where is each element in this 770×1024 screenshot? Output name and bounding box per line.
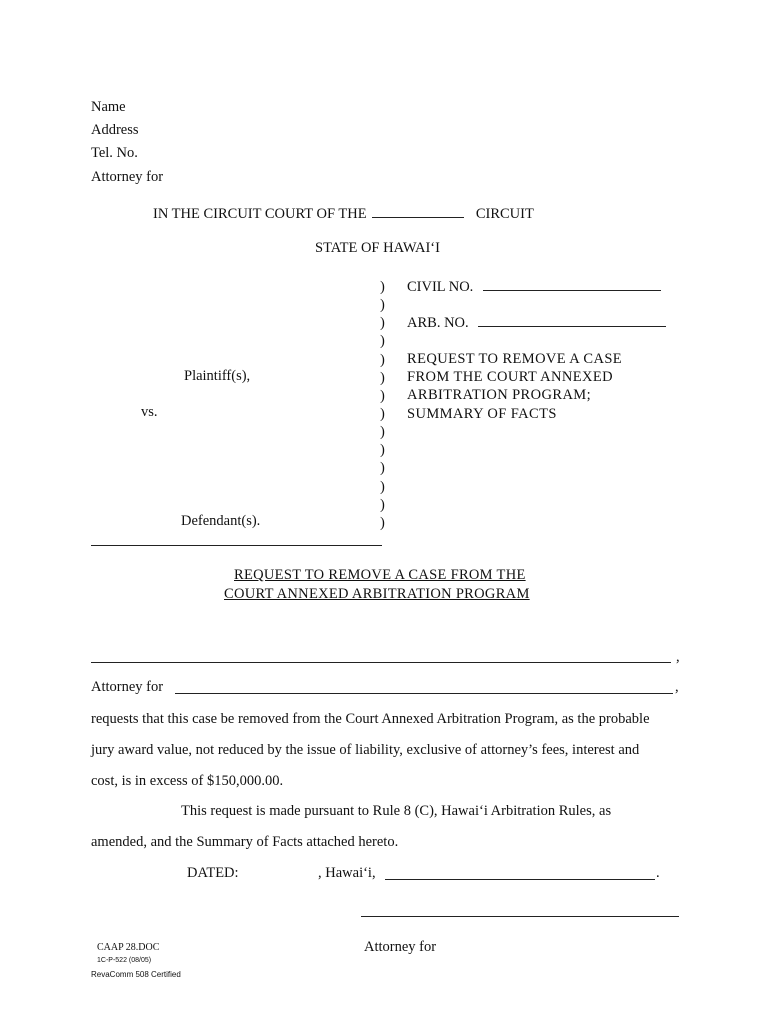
paragraph2-line1: This request is made pursuant to Rule 8 (C), Hawai‘i Arbitration Rules, as <box>181 803 612 819</box>
body-attorney-comma: , <box>675 679 679 695</box>
signature-line[interactable] <box>361 916 679 917</box>
caption-paren: ) <box>380 460 385 477</box>
circuit-prefix: IN THE CIRCUIT COURT OF THE <box>153 206 367 222</box>
caption-paren: ) <box>380 279 385 295</box>
caption-paren: ) <box>380 369 385 386</box>
party-name-field[interactable] <box>91 662 671 663</box>
body-attorney-for-field[interactable] <box>175 693 673 694</box>
caption-paren: ) <box>380 478 385 495</box>
circuit-blank[interactable] <box>372 205 464 218</box>
arb-no-field[interactable] <box>478 314 666 327</box>
caption-title-line: ARBITRATION PROGRAM; <box>407 387 592 404</box>
caption-paren: ) <box>380 297 385 314</box>
civil-no-field[interactable] <box>483 278 661 291</box>
paragraph1-line: requests that this case be removed from the Court Annexed Arbitration Program, as the probable <box>91 711 650 727</box>
caption-paren: ) <box>380 514 385 531</box>
caption-title <box>407 350 622 423</box>
body-attorney-for-label: Attorney for <box>91 679 164 695</box>
hawaii-label: , Hawai‘i, <box>318 865 376 881</box>
caption-title-line: FROM THE COURT ANNEXED <box>407 369 613 386</box>
civil-no-row <box>407 278 661 296</box>
caption-title-line: REQUEST TO REMOVE A CASE <box>407 351 623 367</box>
tel-label: Tel. No. <box>91 145 138 161</box>
caption-paren: ) <box>380 496 385 513</box>
vs-label: vs. <box>141 404 158 420</box>
caption-paren: ) <box>380 315 385 332</box>
state-heading: STATE OF HAWAI‘I <box>315 240 440 256</box>
plaintiff-label: Plaintiff(s), <box>184 368 251 384</box>
caption-paren: ) <box>380 442 385 459</box>
paragraph1-line: cost, is in excess of $150,000.00. <box>91 773 284 789</box>
footer-certified: RevaComm 508 Certified <box>91 970 181 979</box>
footer-form-code: 1C-P-522 (08/05) <box>97 957 152 964</box>
caption-paren-column <box>380 278 394 532</box>
document-title-line2: COURT ANNEXED ARBITRATION PROGRAM <box>224 586 530 602</box>
arb-no-row <box>407 314 666 332</box>
caption-paren: ) <box>380 424 385 441</box>
caption-paren: ) <box>380 405 385 422</box>
circuit-suffix: CIRCUIT <box>475 206 534 222</box>
document-title-line1: REQUEST TO REMOVE A CASE FROM THE <box>234 567 526 583</box>
caption-paren: ) <box>380 333 385 350</box>
address-label: Address <box>91 122 139 138</box>
date-field[interactable] <box>385 879 655 880</box>
footer-doc-code: CAAP 28.DOC <box>97 942 160 953</box>
paragraph2-line2: amended, and the Summary of Facts attached hereto. <box>91 834 399 850</box>
dated-label: DATED: <box>187 865 239 881</box>
dated-period: . <box>656 865 660 881</box>
paragraph1-line: jury award value, not reduced by the issue of liability, exclusive of attorney’s fees, interest and <box>91 742 640 758</box>
civil-no-label: CIVIL NO. <box>407 279 474 295</box>
court-heading <box>153 205 534 223</box>
caption-title-line: SUMMARY OF FACTS <box>407 405 557 422</box>
party-name-comma: , <box>676 649 680 665</box>
caption-bottom-rule <box>91 545 382 546</box>
arb-no-label: ARB. NO. <box>407 315 469 331</box>
caption-paren: ) <box>380 387 385 404</box>
signature-attorney-for-label: Attorney for <box>364 939 437 955</box>
caption-paren: ) <box>380 351 385 368</box>
defendant-label: Defendant(s). <box>181 513 261 529</box>
name-label: Name <box>91 99 126 115</box>
attorney-for-label: Attorney for <box>91 169 164 185</box>
